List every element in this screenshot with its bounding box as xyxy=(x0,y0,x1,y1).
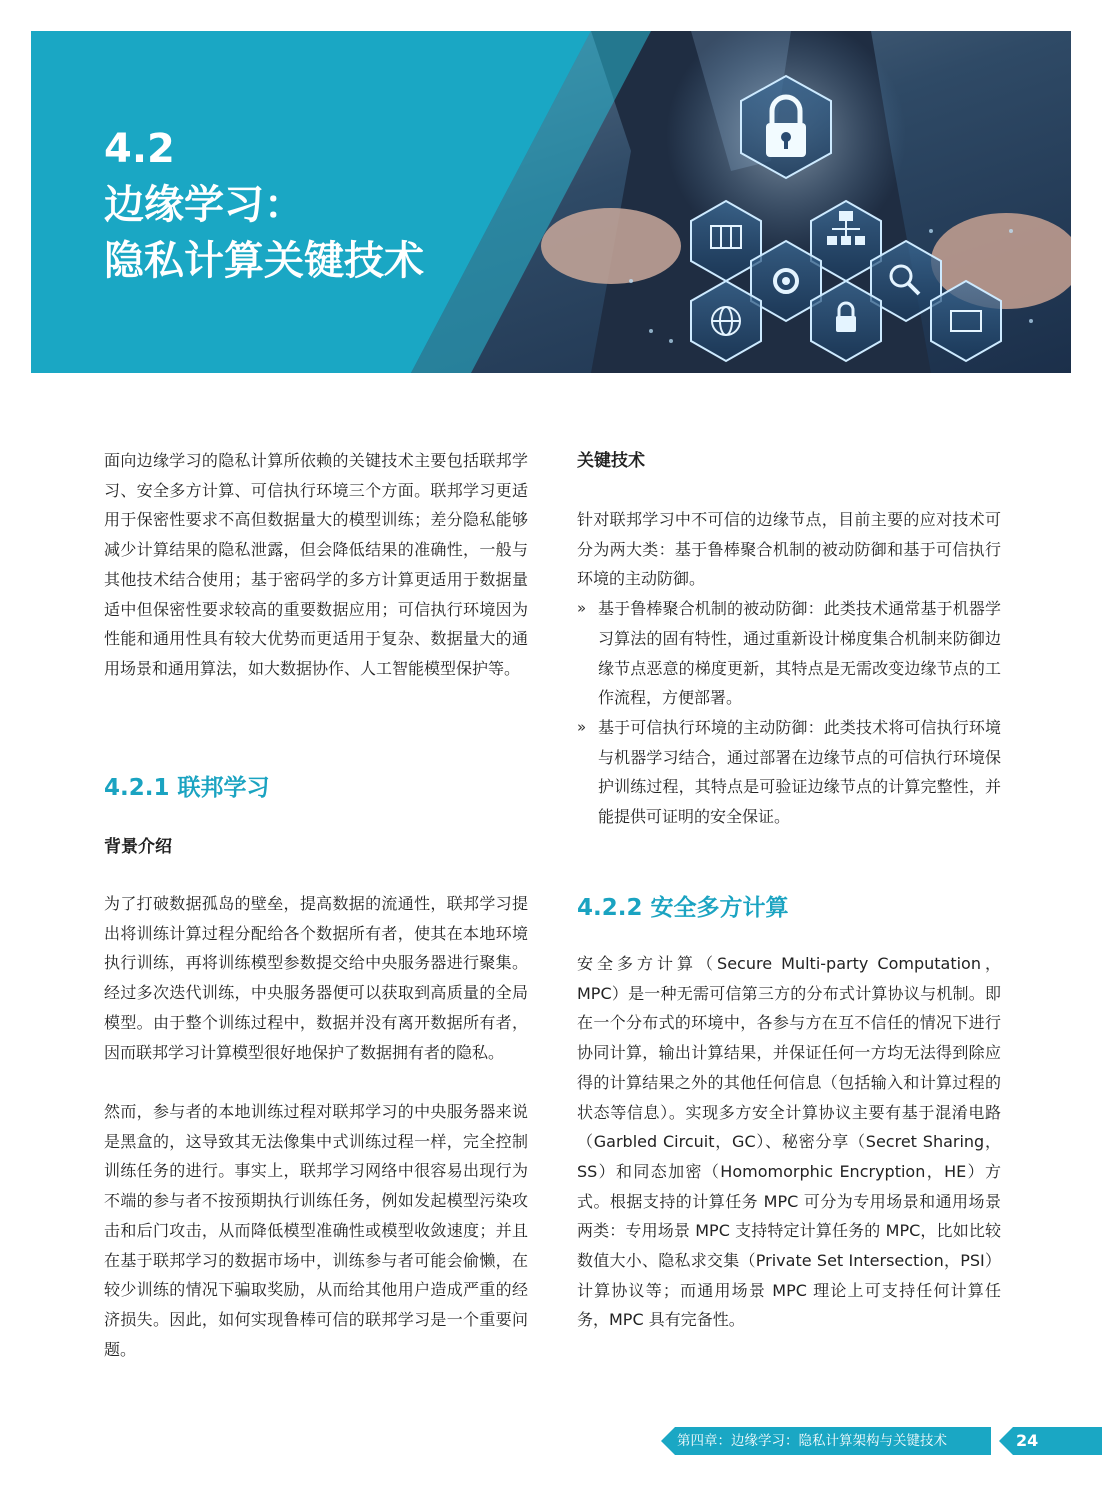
body-paragraph: 针对联邦学习中不可信的边缘节点，目前主要的应对技术可分为两大类：基于鲁棒聚合机制的被动防御和基于可信执行环境的主动防御。 xyxy=(577,510,1001,589)
chapter-footer-label: 第四章：边缘学习：隐私计算架构与关键技术 xyxy=(677,1433,947,1449)
body-paragraph: 为了打破数据孤岛的壁垒，提高数据的流通性，联邦学习提出将训练计算过程分配给各个数据所有者，使其在本地环境执行训练，再将训练模型参数提交给中央服务器进行聚集。经过多次迭代训练，中央服务器便可以获取到高质量的全局模型。由于整个训练过程中，数据并没有离开数据所有者，因而联邦学习计算模型很好地保护了数据拥有者的隐私。 xyxy=(104,894,528,1062)
bullet-marker-icon: » xyxy=(577,599,587,618)
bullet-list xyxy=(577,594,1001,832)
list-item xyxy=(577,713,1001,832)
subheading: 背景介绍 xyxy=(104,837,172,857)
list-item-text: 基于可信执行环境的主动防御：此类技术将可信执行环境与机器学习结合，通过部署在边缘节点的可信执行环境保护训练过程，其特点是可验证边缘节点的计算完整性，并能提供可证明的安全保证。 xyxy=(598,717,1001,827)
chapter-title-line: 4.2 xyxy=(104,126,175,172)
page-number-tab xyxy=(999,1427,1102,1455)
chapter-title xyxy=(104,121,424,289)
key-tech-subheading-block xyxy=(577,447,1001,477)
right-intro xyxy=(577,505,1001,832)
page-footer xyxy=(661,1427,1102,1455)
left-intro xyxy=(104,446,528,684)
left-para2 xyxy=(104,1097,528,1364)
page-number: 24 xyxy=(1016,1431,1039,1450)
section-4-2-2 xyxy=(577,892,1001,924)
background-subheading-block xyxy=(104,833,528,863)
section-4-2-1 xyxy=(104,772,528,804)
list-item-text: 基于鲁棒聚合机制的被动防御：此类技术通常基于机器学习算法的固有特性，通过重新设计梯度集合机制来防御边缘节点恶意的梯度更新，其特点是无需改变边缘节点的工作流程，方便部署。 xyxy=(598,599,1001,708)
subheading: 关键技术 xyxy=(577,451,645,471)
chapter-title-line: 边缘学习： xyxy=(104,182,304,228)
intro-paragraph: 面向边缘学习的隐私计算所依赖的关键技术主要包括联邦学习、安全多方计算、可信执行环境三个方面。联邦学习更适用于保密性要求不高但数据量大的模型训练；差分隐私能够减少计算结果的隐私泄露，但会降低结果的准确性，一般与其他技术结合使用；基于密码学的多方计算更适用于数据量适中但保密性要求较高的重要数据应用；可信执行环境因为性能和通用性具有较大优势而更适用于复杂、数据量大的通用场景和通用算法，如大数据协作、人工智能模型保护等。 xyxy=(104,451,528,678)
section-title: 4.2.1 联邦学习 xyxy=(104,775,270,801)
section-title: 4.2.2 安全多方计算 xyxy=(577,895,789,921)
body-paragraph: 然而，参与者的本地训练过程对联邦学习的中央服务器来说是黑盒的，这导致其无法像集中式训练过程一样，完全控制训练任务的进行。事实上，联邦学习网络中很容易出现行为不端的参与者不按预期执行训练任务，例如发起模型污染攻击和后门攻击，从而降低模型准确性或模型收敛速度；并且在基于联邦学习的数据市场中，训练参与者可能会偷懒，在较少训练的情况下骗取奖励，从而给其他用户造成严重的经济损失。因此，如何实现鲁棒可信的联邦学习是一个重要问题。 xyxy=(104,1102,528,1359)
left-para1 xyxy=(104,889,528,1067)
bullet-marker-icon: » xyxy=(577,717,587,736)
chapter-banner xyxy=(31,31,1071,373)
list-item xyxy=(577,594,1001,713)
right-mpc-para xyxy=(577,949,1001,1335)
chapter-title-line: 隐私计算关键技术 xyxy=(104,238,424,284)
body-paragraph: 安全多方计算（Secure Multi-party Computation，MPC）是一种无需可信第三方的分布式计算协议与机制。即在一个分布式的环境中，各参与方在互不信任的情况下进行协同计算，输出计算结果，并保证任何一方均无法得到除应得的计算结果之外的其他任何信息（包括输入和计算过程的状态等信息）。实现多方安全计算协议主要有基于混淆电路（Garbled Circuit，GC）、秘密分享（Secret Sharing，SS）和同态加密（Homomorphic Encryption，HE）方式。根据支持的计算任务 MPC 可分为专用场景和通用场景两类：专用场景 MPC 支持特定计算任务的 MPC，比如比较数值大小、隐私求交集（Private Set Intersection，PSI）计算协议等；而通用场景 MPC 理论上可支持任何计算任务，MPC 具有完备性。 xyxy=(577,954,1001,1330)
